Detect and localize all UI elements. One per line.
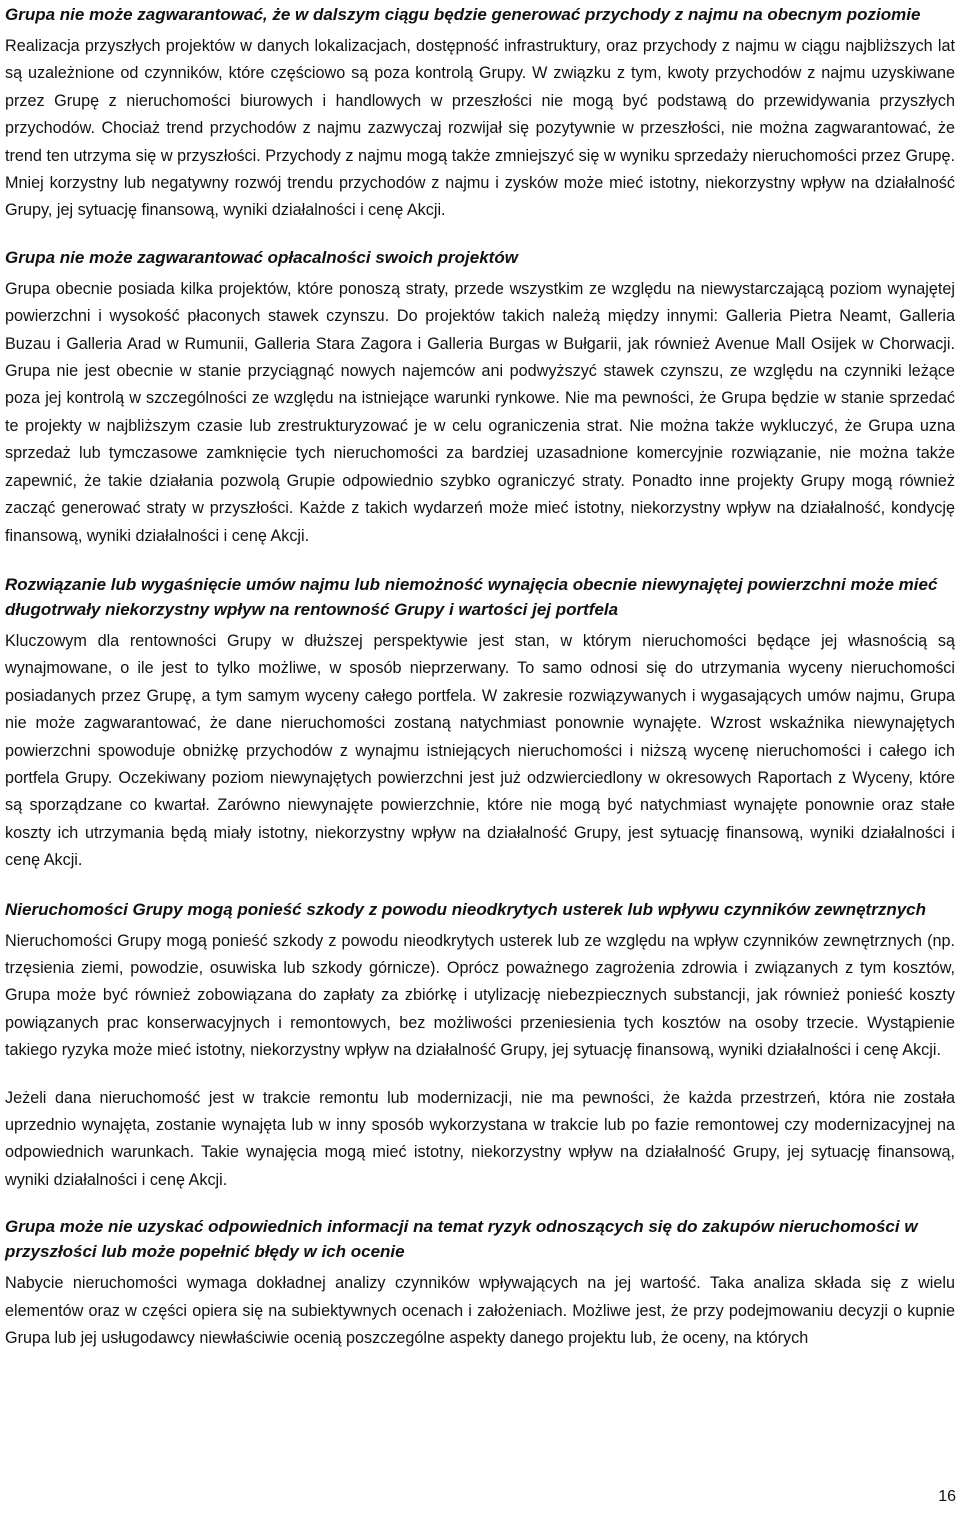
section-acquisition-risk [5, 1214, 955, 1352]
section-revenue [5, 0, 955, 225]
section-paragraph: Realizacja przyszłych projektów w danych lokalizacjach, dostępność infrastruktury, oraz przychody z najmu w ciągu najbliższych lat są uzależnione od czynników, które częściowo są poza kontrolą Grupy. W związku z tym, kwoty przychodów z najmu uzyskiwane przez Grupę z nieruchomości biurowych i handlowych w przeszłości nie mogą być podstawą do przewidywania przyszłych przychodów. Chociaż trend przychodów z najmu zazwyczaj rozwijał się pozytywnie w przeszłości, nie można zagwarantować, że trend ten utrzyma się w przyszłości. Przychody z najmu mogą także zmniejszyć się w wyniku sprzedaży nieruchomości przez Grupę. Mniej korzystny lub negatywny rozwój trendu przychodów z najmu i zysków może mieć istotny, niekorzystny wpływ na działalność Grupy, jej sytuację finansową, wyniki działalności i cenę Akcji. [5, 37, 955, 220]
section-heading: Grupa nie może zagwarantować, że w dalszym ciągu będzie generować przychody z najmu na obecnym poziomie [5, 5, 921, 24]
section-paragraph: Nabycie nieruchomości wymaga dokładnej analizy czynników wpływających na jej wartość. Taka analiza składa się z wielu elementów oraz w części opiera się na subiektywnych ocenach i założeniach. Możliwe jest, że przy podejmowaniu decyzji o kupnie Grupa lub jej usługodawcy niewłaściwie ocenią poszczególne aspekty danego projektu lub, że oceny, na których [5, 1274, 955, 1348]
section-lease-termination [5, 572, 955, 875]
section-paragraph: Kluczowym dla rentowności Grupy w dłuższej perspektywie jest stan, w którym nieruchomości będące jej własnością są wynajmowane, o ile jest to tylko możliwe, w sposób nieprzerwany. To samo odnosi się do utrzymania wyceny nieruchomości posiadanych przez Grupę, a tym samym wyceny całego portfela. W zakresie rozwiązywanych i wygasających umów najmu, Grupa nie może zagwarantować, że dane nieruchomości zostaną natychmiast ponownie wynajęte. Wzrost wskaźnika niewynajętych powierzchni spowoduje obniżkę przychodów z wynajmu istniejących nieruchomości i niższą wycenę nieruchomości i całego ich portfela Grupy. Oczekiwany poziom niewynajętych powierzchni jest już odzwierciedlony w okresowych Raportach z Wyceny, które są sporządzane co kwartał. Zarówno niewynajęte powierzchnie, które nie mogą być natychmiast wynajęte ponownie oraz stałe koszty ich utrzymania będą miały istotny, niekorzystny wpływ na działalność Grupy, jest sytuację finansową, wyniki działalności i cenę Akcji. [5, 631, 955, 870]
document-page [5, 0, 955, 1352]
section-heading: Nieruchomości Grupy mogą ponieść szkody z powodu nieodkrytych usterek lub wpływu czynników zewnętrznych [5, 899, 927, 919]
section-profitability [5, 245, 955, 550]
section-paragraph: Jeżeli dana nieruchomość jest w trakcie remontu lub modernizacji, nie ma pewności, że każda przestrzeń, która nie została uprzednio wynajęta, zostanie wynajęta lub w inny sposób wykorzystana w trakcie lub po fazie remontowej czy modernizacyjnej na odpowiednich warunkach. Takie wynajęcia mogą mieć istotny, niekorzystny wpływ na działalność Grupy, jej sytuację finansową, wyniki działalności i cenę Akcji. [5, 1088, 955, 1189]
section-paragraph: Nieruchomości Grupy mogą ponieść szkody z powodu nieodkrytych usterek lub ze względu na wpływ czynników zewnętrznych (np. trzęsienia ziemi, powodzie, osuwiska lub szkody górnicze). Oprócz poważnego zagrożenia zdrowia i związanych z tym kosztów, Grupa może być również zobowiązana do zapłaty za zbiórkę i utylizację niebezpiecznych substancji, jak również ponieść koszty powiązanych prac konserwacyjnych i remontowych, bez możliwości przeniesienia tych kosztów na osoby trzecie. Wystąpienie takiego ryzyka może mieć istotny, niekorzystny wpływ na działalność Grupy, jej sytuację finansową, wyniki działalności i cenę Akcji. [5, 931, 955, 1060]
section-heading: Grupa może nie uzyskać odpowiednich informacji na temat ryzyk odnoszących się do zakupów nieruchomości w przyszłości lub może popełnić błędy w ich ocenie [5, 1217, 918, 1262]
section-heading: Rozwiązanie lub wygaśnięcie umów najmu lub niemożność wynajęcia obecnie niewynajętej powierzchni może mieć długotrwały niekorzystny wpływ na rentowność Grupy i wartości jej portfela [5, 574, 938, 619]
page-number: 16 [938, 1488, 956, 1505]
section-paragraph: Grupa obecnie posiada kilka projektów, które ponoszą straty, przede wszystkim ze względu na niewystarczającą poziom wynajętej powierzchni i wysokość płaconych stawek czynszu. Do projektów takich należą między innymi: Galleria Pietra Neamt, Galleria Buzau i Galleria Arad w Rumunii, Galleria Stara Zagora i Galleria Burgas w Bułgarii, jak również Avenue Mall Osijek w Chorwacji. Grupa nie jest obecnie w stanie przyciągnąć nowych najemców ani podwyższyć stawek czynszu, ze względu na czynniki leżące poza jej kontrolą w szczególności ze względu na istniejące warunki rynkowe. Nie ma pewności, że Grupa będzie w stanie sprzedać te projekty w najbliższym czasie lub zrestrukturyzować je w celu ograniczenia strat. Nie można także wykluczyć, że Grupa uzna sprzedaż lub tymczasowe zamknięcie tych nieruchomości za bardziej uzasadnione komercyjnie rozwiązanie, nie można także zapewnić, że takie działania pozwolą Grupie odpowiednio szybko ograniczyć straty. Ponadto inne projekty Grupy mogą również zacząć generować straty w przyszłości. Każde z takich wydarzeń może mieć istotny, niekorzystny wpływ na działalność, kondycję finansową, wyniki działalności i cenę Akcji. [5, 279, 955, 545]
section-heading: Grupa nie może zagwarantować opłacalności swoich projektów [5, 247, 518, 267]
section-property-damage [5, 897, 955, 1195]
